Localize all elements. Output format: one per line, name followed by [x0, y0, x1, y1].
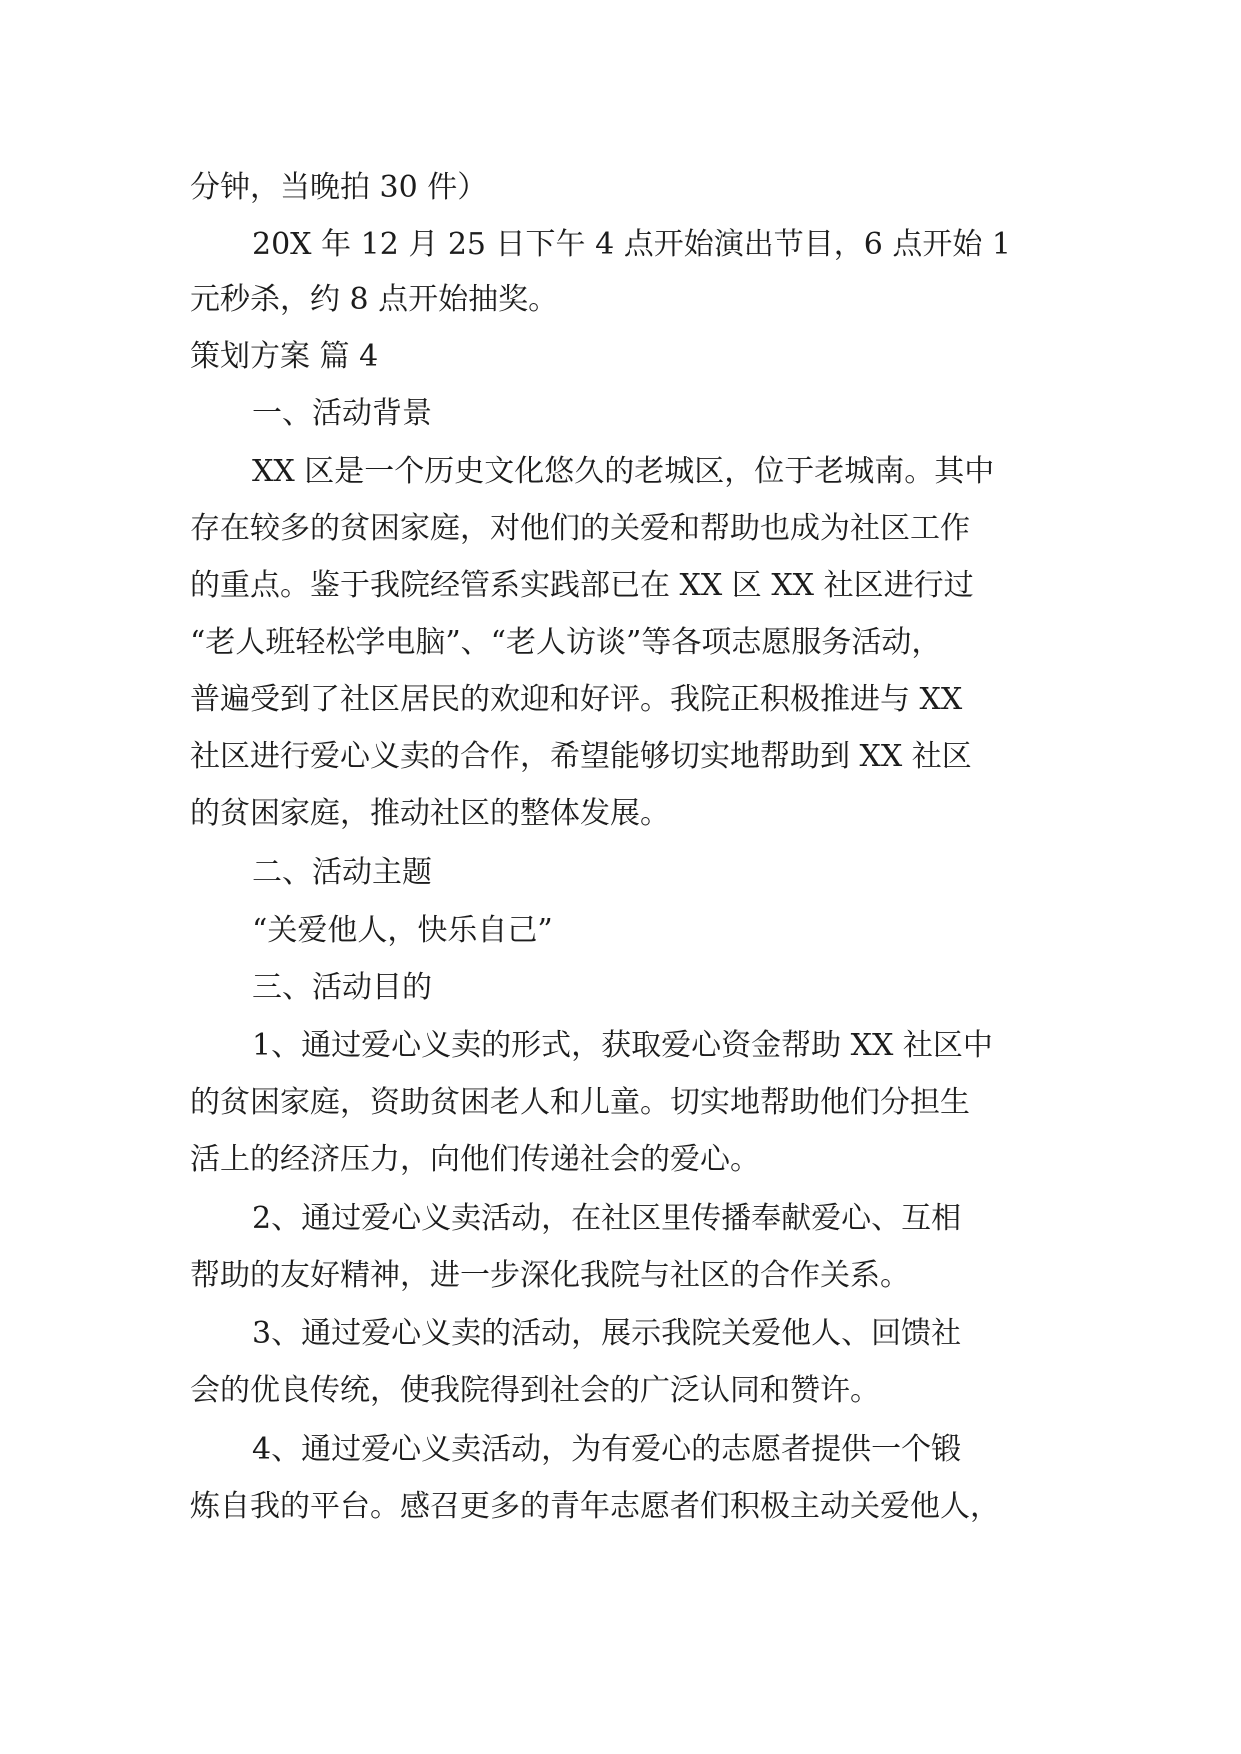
paragraph-line: 1、通过爱心义卖的形式，获取爱心资金帮助 XX 社区中: [252, 1028, 993, 1063]
subheading-background: 一、活动背景: [252, 396, 432, 431]
text-line: 炼自我的平台。感召更多的青年志愿者们积极主动关爱他人，: [190, 1489, 1000, 1524]
text-line: 帮助的友好精神，进一步深化我院与社区的合作关系。: [190, 1258, 910, 1293]
text-line: 分钟，当晚拍 30 件）: [190, 170, 488, 205]
text-line: 活上的经济压力，向他们传递社会的爱心。: [190, 1142, 760, 1177]
subheading-theme: 二、活动主题: [252, 855, 432, 890]
text-line: 会的优良传统，使我院得到社会的广泛认同和赞许。: [190, 1373, 880, 1408]
text-line: 的贫困家庭，推动社区的整体发展。: [190, 796, 670, 831]
paragraph-line: 20X 年 12 月 25 日下午 4 点开始演出节目，6 点开始 1: [252, 227, 1011, 262]
paragraph-line: 4、通过爱心义卖活动，为有爱心的志愿者提供一个锻: [252, 1432, 962, 1467]
paragraph-line: 3、通过爱心义卖的活动，展示我院关爱他人、回馈社: [252, 1316, 962, 1351]
text-line: 普遍受到了社区居民的欢迎和好评。我院正积极推进与 XX: [190, 682, 963, 717]
theme-slogan: “关爱他人，快乐自己”: [252, 913, 553, 948]
text-line: 社区进行爱心义卖的合作，希望能够切实地帮助到 XX 社区: [190, 739, 972, 774]
text-line: 的贫困家庭，资助贫困老人和儿童。切实地帮助他们分担生: [190, 1085, 970, 1120]
text-line: 存在较多的贫困家庭，对他们的关爱和帮助也成为社区工作: [190, 511, 970, 546]
text-line: 元秒杀，约 8 点开始抽奖。: [190, 282, 559, 317]
text-line: 的重点。鉴于我院经管系实践部已在 XX 区 XX 社区进行过: [190, 568, 974, 603]
section-heading: 策划方案 篇 4: [190, 339, 379, 374]
subheading-purpose: 三、活动目的: [252, 970, 432, 1005]
paragraph-line: XX 区是一个历史文化悠久的老城区，位于老城南。其中: [252, 454, 995, 489]
text-line: “老人班轻松学电脑”、“老人访谈”等各项志愿服务活动，: [190, 625, 942, 660]
paragraph-line: 2、通过爱心义卖活动，在社区里传播奉献爱心、互相: [252, 1201, 962, 1236]
